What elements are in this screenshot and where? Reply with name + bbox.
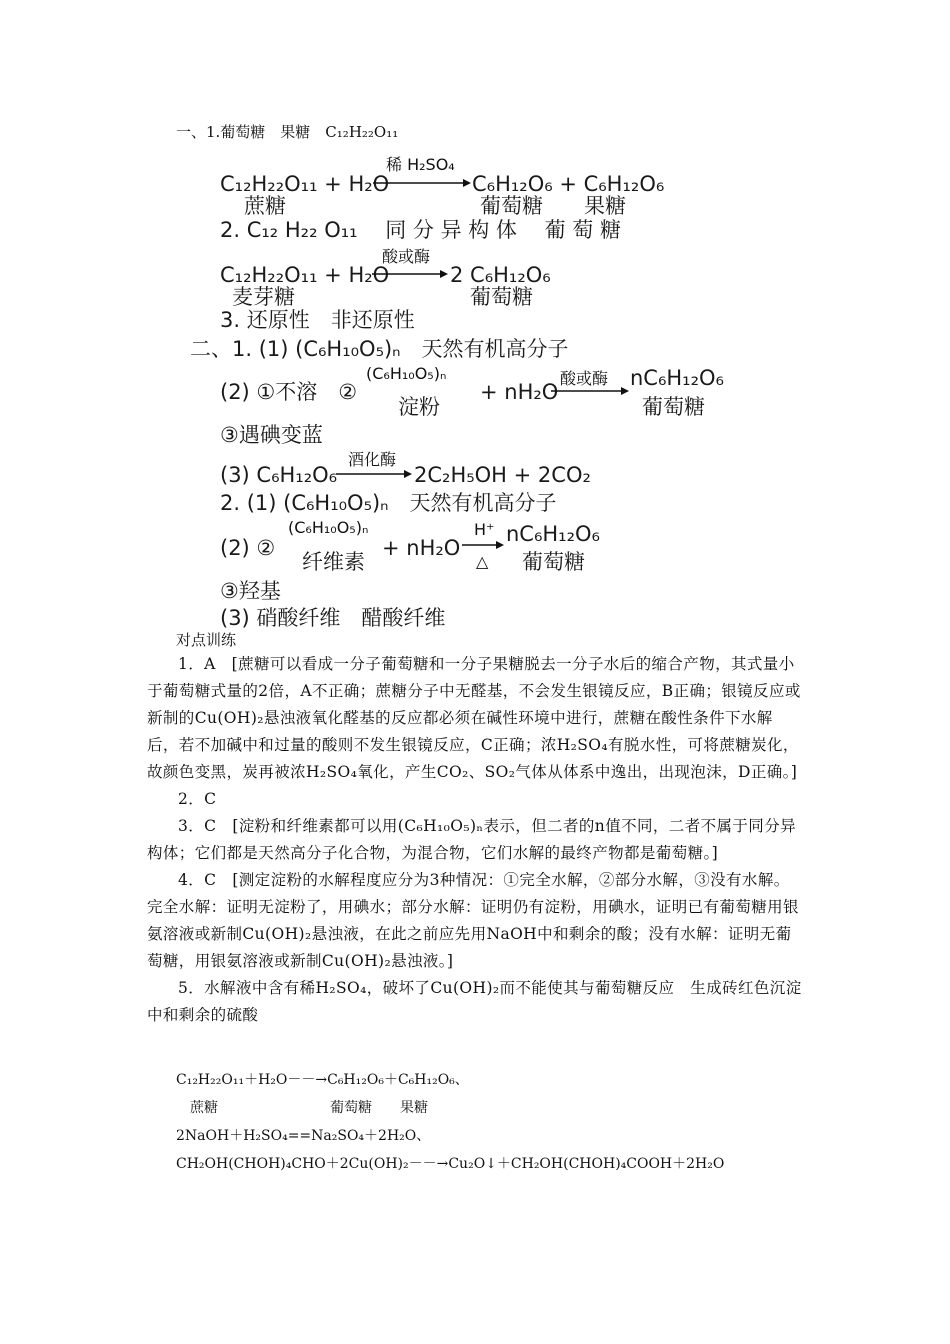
eq2-label-maltose: 麦芽糖	[232, 285, 295, 309]
eq1-label-fructose: 果糖	[584, 194, 626, 218]
part2-l2-condition: 酸或酶	[560, 369, 609, 388]
part2-l4-arrow	[336, 470, 412, 478]
section-title: 对点训练	[176, 631, 237, 649]
part2-l4-condition: 酒化酶	[348, 450, 397, 469]
eq2-rhs: 2 C₆H₁₂O₆	[450, 263, 551, 287]
eq1-label-sucrose: 蔗糖	[244, 194, 286, 218]
part2-l6-plus: + nH₂O	[382, 536, 461, 560]
part2-l2-plus: + nH₂O	[480, 380, 559, 404]
part2-l2-formula: (C₆H₁₀O₅)ₙ	[366, 364, 447, 383]
part2-l4-rhs: 2C₂H₅OH + 2CO₂	[414, 463, 591, 487]
equation-1: C₁₂H₂₂O₁₁＋H₂O－－→C₆H₁₂O₆＋C₆H₁₂O₆、	[176, 1072, 469, 1088]
part2-l6-label-cellulose: 纤维素	[302, 550, 365, 574]
equation-2: 2NaOH＋H₂SO₄==Na₂SO₄＋2H₂O、	[176, 1128, 431, 1144]
eq2-lhs: C₁₂H₂₂O₁₁ + H₂O	[220, 263, 390, 287]
answer-1: 1．A [蔗糖可以看成一分子葡萄糖和一分子果糖脱去一分子水后的缩合产物，其式量小于葡萄糖式量的2倍，A不正确；蔗糖分子中无醛基，不会发生银镜反应，B正确；银镜反应或新制的Cu(OH)₂悬浊液氧化醛基的反应都必须在碱性环境中进行，蔗糖在酸性条件下水解后，若不加碱中和过量的酸则不发生银镜反应，C正确；浓H₂SO₄有脱水性，可将蔗糖炭化，故颜色变黑，炭再被浓H₂SO₄氧化，产生CO₂、SO₂气体从体系中逸出，出现泡沫，D正确。]	[147, 655, 801, 781]
part2-l2-prefix: (2) ①不溶 ②	[220, 380, 358, 404]
answers-block	[147, 651, 818, 1029]
eq1-lhs: C₁₂H₂₂O₁₁ + H₂O	[220, 172, 390, 196]
part2-l6-rhs: nC₆H₁₂O₆	[506, 522, 600, 546]
part2-line7: ③羟基	[220, 579, 281, 603]
part2-l2-rhs: nC₆H₁₂O₆	[630, 366, 724, 390]
part2-l2-label-starch: 淀粉	[398, 395, 440, 419]
part2-l6-formula: (C₆H₁₀O₅)ₙ	[288, 518, 369, 537]
eq1-label-glucose: 葡萄糖	[480, 194, 543, 218]
part2-l2-arrow	[551, 387, 629, 395]
eq2-label-glucose: 葡萄糖	[470, 285, 533, 309]
eq1-rhs: C₆H₁₂O₆ + C₆H₁₂O₆	[472, 172, 665, 196]
eq2-condition: 酸或酶	[382, 247, 431, 266]
answer-2: 2．C	[178, 790, 217, 808]
part2-l6-arrow	[462, 541, 504, 549]
part2-l6-condition-bottom: △	[476, 552, 489, 571]
part2-line3: ③遇碘变蓝	[220, 423, 323, 447]
equation-3: CH₂OH(CHOH)₄CHO＋2Cu(OH)₂－－→Cu₂O↓＋CH₂OH(CHOH)₄COOH＋2H₂O	[176, 1156, 725, 1172]
part2-l2-rhs-label: 葡萄糖	[642, 395, 705, 419]
answer-5: 5．水解液中含有稀H₂SO₄，破坏了Cu(OH)₂而不能使其与葡萄糖反应 生成砖红色沉淀 中和剩余的硫酸	[147, 979, 818, 1024]
part1-line1: 一、1.葡萄糖 果糖 C₁₂H₂₂O₁₁	[176, 123, 399, 141]
part2-l6-prefix: (2) ②	[220, 536, 276, 560]
eq2-arrow	[372, 270, 448, 278]
part1-line3: 3. 还原性 非还原性	[220, 308, 415, 332]
part2-l6-rhs-label: 葡萄糖	[522, 550, 585, 574]
part2-line8: (3) 硝酸纤维 醋酸纤维	[220, 606, 446, 630]
part1-line2: 2. C₁₂ H₂₂ O₁₁ 同 分 异 构 体 葡 萄 糖	[220, 218, 621, 242]
answer-4: 4．C [测定淀粉的水解程度应分为3种情况：①完全水解，②部分水解，③没有水解。完全水解：证明无淀粉了，用碘水；部分水解：证明仍有淀粉，用碘水，证明已有葡萄糖用银氨溶液或新制Cu(OH)₂悬浊液，在此之前应先用NaOH中和剩余的酸；没有水解：证明无葡萄糖，用银氨溶液或新制Cu(OH)₂悬浊液。]	[147, 871, 799, 970]
part2-line1: 二、1. (1) (C₆H₁₀O₅)ₙ 天然有机高分子	[190, 337, 569, 361]
part2-l6-condition-top: H⁺	[474, 520, 495, 539]
eq1-arrow	[373, 179, 471, 187]
answer-3: 3．C [淀粉和纤维素都可以用(C₆H₁₀O₅)ₙ表示，但二者的n值不同，二者不属于同分异构体；它们都是天然高分子化合物，为混合物，它们水解的最终产物都是葡萄糖。]	[147, 817, 796, 862]
part2-line5: 2. (1) (C₆H₁₀O₅)ₙ 天然有机高分子	[220, 491, 557, 515]
equation-1-labels: 蔗糖 葡萄糖 果糖	[176, 1100, 428, 1116]
eq1-condition: 稀 H₂SO₄	[386, 155, 455, 174]
part2-l4-lhs: (3) C₆H₁₂O₆	[220, 463, 338, 487]
